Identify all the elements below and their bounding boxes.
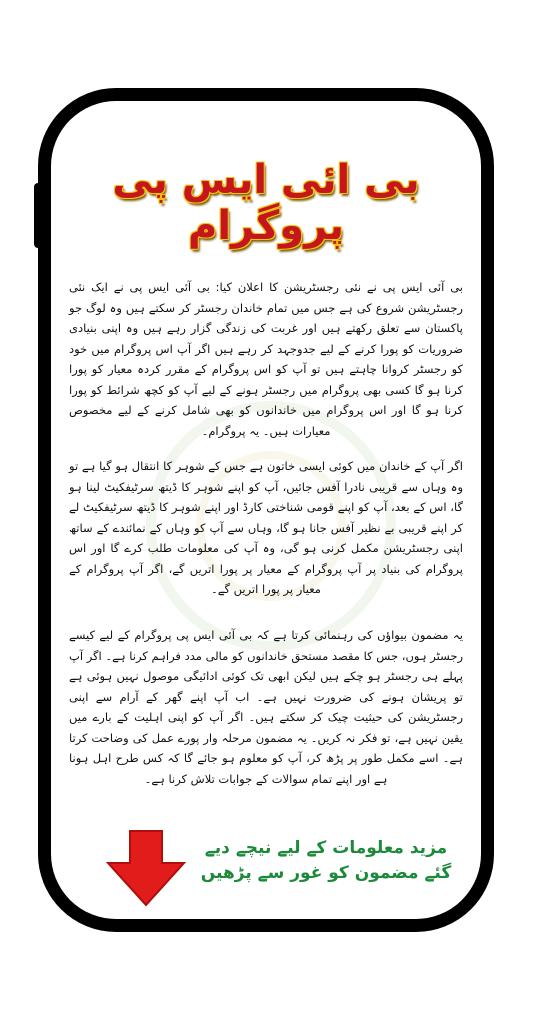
article-paragraph-3: یہ مضمون بیواؤں کی رہنمائی کرتا ہے کہ بی آئی ایس پی پروگرام کے لیے کیسے رجسٹر ہوں، جس کا مقصد مستحق خاندانوں کو مالی مدد فراہم کرنا ہے۔ اگر آپ پہلے ہی رجسٹر ہو چکے ہیں لیکن ابھی تک کوئی ادائیگی موصول نہیں ہوئی ہے تو پریشان ہونے کی ضرورت نہیں ہے۔ اب آپ اپنے گھر کے آرام سے اپنی رجسٹریشن کی حیثیت چیک کر سکتے ہیں۔ اگر آپ کو اپنی اہلیت کے بارے میں یقین نہیں ہے، تو فکر نہ کریں۔ یہ مضمون مرحلہ وار پورے عمل کی وضاحت کرتا ہے۔ اسے مکمل طور پر پڑھ کر، آپ کو معلوم ہو جائے گا کہ کس طرح اہل ہونا ہے اور اپنے تمام سوالات کے جوابات تلاش کرنا ہے۔ [69, 628, 463, 786]
phone-frame [38, 88, 494, 932]
page-title: بی ائی ایس پی پروگرام [112, 157, 420, 249]
down-arrow-icon [106, 829, 186, 907]
article-paragraph-1: بی آئی ایس پی نے نئی رجسٹریشن کا اعلان کیا: بی آئی ایس پی نے ایک نئی رجسٹریشن شروع کی ہے جس میں تمام خاندان رجسٹر کر سکتے ہیں وہ لوگ جو پاکستان سے تعلق رکھتے ہیں اور غربت کی زندگی گزار رہے ہیں وہ اپنی بنیادی ضروریات کو پورا کرنے کے لیے جدوجہد کر رہے ہیں اگر آپ اس پروگرام میں خود کو رجسٹر کروانا چاہتے ہیں تو آپ کو اس پروگرام کے مقرر کردہ معیار کو پورا کرنا ہو گا کسی بھی پروگرام میں رجسٹر ہونے کے لیے آپ کو کچھ شرائط کو پورا کرنا ہو گا اور اس پروگرام میں خاندانوں کو بھی شامل کرنے کے لیے مخصوص معیارات ہیں۔ یہ پروگرام۔ [69, 280, 463, 438]
read-more-callout-line-2: گئے مضمون کو غور سے پڑھیں [200, 863, 452, 883]
read-more-callout [191, 836, 461, 886]
read-more-callout-line-1: مزید معلومات کے لیے نیچے دیے [204, 838, 448, 858]
article-paragraph-2: اگر آپ کے خاندان میں کوئی ایسی خاتون ہے جس کے شوہر کا انتقال ہو گیا ہے تو وہ وہاں سے قریبی نادرا آفس جائیں، آپ کو اپنے شوہر کا ڈیتھ سرٹیفکیٹ لینا ہو گا، اس کے بعد، آپ کو اپنے قومی شناختی کارڈ اور اپنے شوہر کا ڈیتھ سرٹیفکیٹ لے کر اپنے قریبی بے نظیر آفس جانا ہو گا، وہاں سے آپ کو وہاں کے نمائندے کے ساتھ اپنی رجسٹریشن مکمل کرنی ہو گی، وہ آپ کی معلومات طلب کرے گا اور اس پروگرام کی بنیاد پر آپ پروگرام کے معیار پر پورا اتریں گے، اگر آپ پروگرام کے معیار پر پورا اتریں گے۔ [69, 459, 463, 596]
